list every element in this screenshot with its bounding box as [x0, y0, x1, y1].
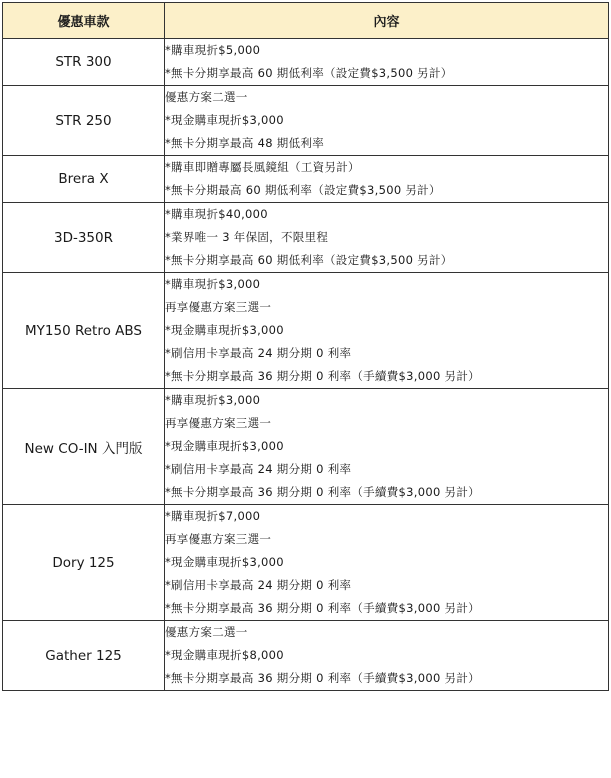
promo-line: *無卡分期享最高 48 期低利率: [165, 136, 324, 150]
promo-line: *刷信用卡享最高 24 期分期 0 利率: [165, 346, 352, 360]
table-row: [3, 156, 609, 203]
table-row: [3, 505, 609, 621]
table-row: [3, 273, 609, 389]
model-cell: New CO-IN 入門版: [3, 389, 165, 505]
promo-line: 再享優惠方案三選一: [165, 532, 272, 546]
promo-line: *購車即贈專屬長風鏡組（工資另計）: [165, 160, 360, 174]
promo-line: *現金購車現折$8,000: [165, 648, 284, 662]
table-row: [3, 39, 609, 86]
promo-line: *無卡分期享最高 36 期分期 0 利率（手續費$3,000 另計）: [165, 485, 480, 499]
header-content: 內容: [165, 3, 609, 39]
promo-line: *無卡分期最高 60 期低利率（設定費$3,500 另計）: [165, 183, 441, 197]
model-cell: STR 300: [3, 39, 165, 86]
promo-line: *無卡分期享最高 36 期分期 0 利率（手續費$3,000 另計）: [165, 601, 480, 615]
promo-line: *刷信用卡享最高 24 期分期 0 利率: [165, 578, 352, 592]
content-cell: [165, 273, 609, 389]
table-header-row: [3, 3, 609, 39]
promo-line: *現金購車現折$3,000: [165, 113, 284, 127]
header-model: 優惠車款: [3, 3, 165, 39]
promo-line: *無卡分期享最高 36 期分期 0 利率（手續費$3,000 另計）: [165, 671, 480, 685]
model-cell: MY150 Retro ABS: [3, 273, 165, 389]
promo-line: *購車現折$5,000: [165, 43, 261, 57]
promo-line: 再享優惠方案三選一: [165, 300, 272, 314]
promo-line: *業界唯一 3 年保固，不限里程: [165, 230, 329, 244]
model-cell: 3D-350R: [3, 203, 165, 273]
table-body: [3, 39, 609, 691]
content-cell: [165, 39, 609, 86]
model-cell: Dory 125: [3, 505, 165, 621]
table-row: [3, 86, 609, 156]
table-row: [3, 621, 609, 691]
promo-line: *購車現折$3,000: [165, 277, 261, 291]
model-cell: STR 250: [3, 86, 165, 156]
promo-line: 優惠方案二選一: [165, 625, 248, 639]
table-row: [3, 203, 609, 273]
content-cell: [165, 156, 609, 203]
content-cell: [165, 86, 609, 156]
promo-line: *現金購車現折$3,000: [165, 323, 284, 337]
table-row: [3, 389, 609, 505]
promo-line: *購車現折$7,000: [165, 509, 261, 523]
content-cell: [165, 203, 609, 273]
promo-line: *購車現折$3,000: [165, 393, 261, 407]
promo-line: 優惠方案二選一: [165, 90, 248, 104]
model-cell: Gather 125: [3, 621, 165, 691]
promo-line: 再享優惠方案三選一: [165, 416, 272, 430]
promo-line: *無卡分期享最高 60 期低利率（設定費$3,500 另計）: [165, 253, 453, 267]
promo-line: *購車現折$40,000: [165, 207, 268, 221]
promo-line: *現金購車現折$3,000: [165, 439, 284, 453]
content-cell: [165, 505, 609, 621]
promo-line: *刷信用卡享最高 24 期分期 0 利率: [165, 462, 352, 476]
promo-table: [2, 2, 609, 691]
content-cell: [165, 621, 609, 691]
content-cell: [165, 389, 609, 505]
model-cell: Brera X: [3, 156, 165, 203]
promo-line: *現金購車現折$3,000: [165, 555, 284, 569]
promo-line: *無卡分期享最高 60 期低利率（設定費$3,500 另計）: [165, 66, 453, 80]
promo-line: *無卡分期享最高 36 期分期 0 利率（手續費$3,000 另計）: [165, 369, 480, 383]
